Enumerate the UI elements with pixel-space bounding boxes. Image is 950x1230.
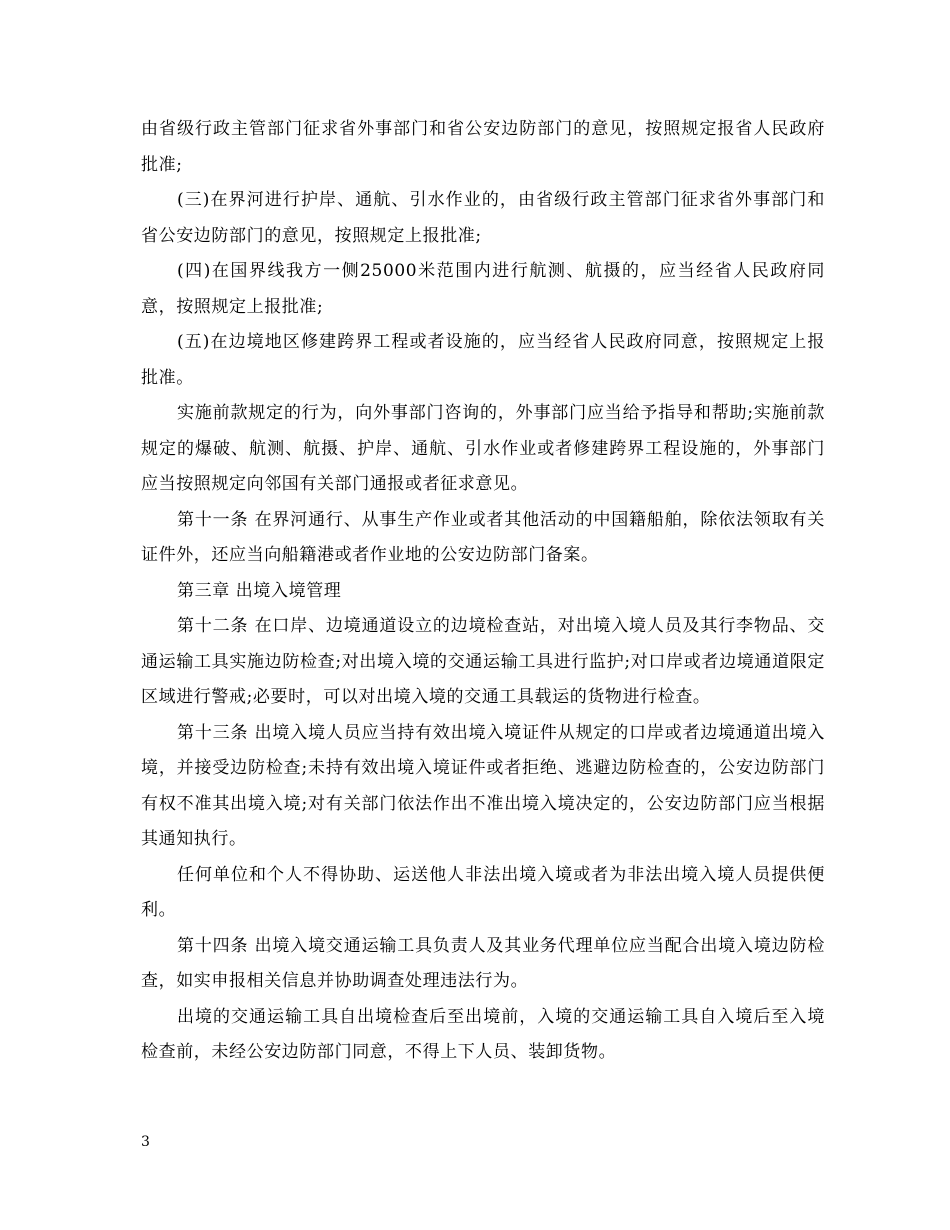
paragraph-12: 出境的交通运输工具自出境检查后至出境前，入境的交通运输工具自入境后至入境检查前，未经公安边防部门同意，不得上下人员、装卸货物。 — [141, 1006, 825, 1062]
paragraph-4: (五)在边境地区修建跨界工程或者设施的，应当经省人民政府同意，按照规定上报批准。 — [141, 332, 825, 388]
chapter-heading: 第三章 出境入境管理 — [177, 580, 342, 601]
paragraph-1: 由省级行政主管部门征求省外事部门和省公安边防部门的意见，按照规定报省人民政府批准; — [141, 119, 825, 175]
paragraph-11: 第十四条 出境入境交通运输工具负责人及其业务代理单位应当配合出境入境边防检查，如实申报相关信息并协助调查处理违法行为。 — [141, 935, 825, 991]
body-text — [141, 112, 825, 1071]
page-number: 3 — [141, 1134, 150, 1150]
paragraph-8: 第十二条 在口岸、边境通道设立的边境检查站，对出境入境人员及其行李物品、交通运输工具实施边防检查;对出境入境的交通运输工具进行监护;对口岸或者边境通道限定区域进行警戒;必要时，可以对出境入境的交通工具载运的货物进行检查。 — [141, 616, 825, 707]
paragraph-9: 第十三条 出境入境人员应当持有效出境入境证件从规定的口岸或者边境通道出境入境，并接受边防检查;未持有效出境入境证件或者拒绝、逃避边防检查的，公安边防部门有权不准其出境入境;对有关部门依法作出不准出境入境决定的，公安边防部门应当根据其通知执行。 — [141, 722, 825, 849]
paragraph-10: 任何单位和个人不得协助、运送他人非法出境入境或者为非法出境入境人员提供便利。 — [141, 864, 825, 920]
paragraph-6: 第十一条 在界河通行、从事生产作业或者其他活动的中国籍船舶，除依法领取有关证件外，还应当向船籍港或者作业地的公安边防部门备案。 — [141, 509, 825, 565]
paragraph-2: (三)在界河进行护岸、通航、引水作业的，由省级行政主管部门征求省外事部门和省公安边防部门的意见，按照规定上报批准; — [141, 190, 825, 246]
paragraph-5: 实施前款规定的行为，向外事部门咨询的，外事部门应当给予指导和帮助;实施前款规定的爆破、航测、航摄、护岸、通航、引水作业或者修建跨界工程设施的，外事部门应当按照规定向邻国有关部门通报或者征求意见。 — [141, 403, 825, 494]
paragraph-3: (四)在国界线我方一侧25000米范围内进行航测、航摄的，应当经省人民政府同意，按照规定上报批准; — [141, 261, 825, 317]
